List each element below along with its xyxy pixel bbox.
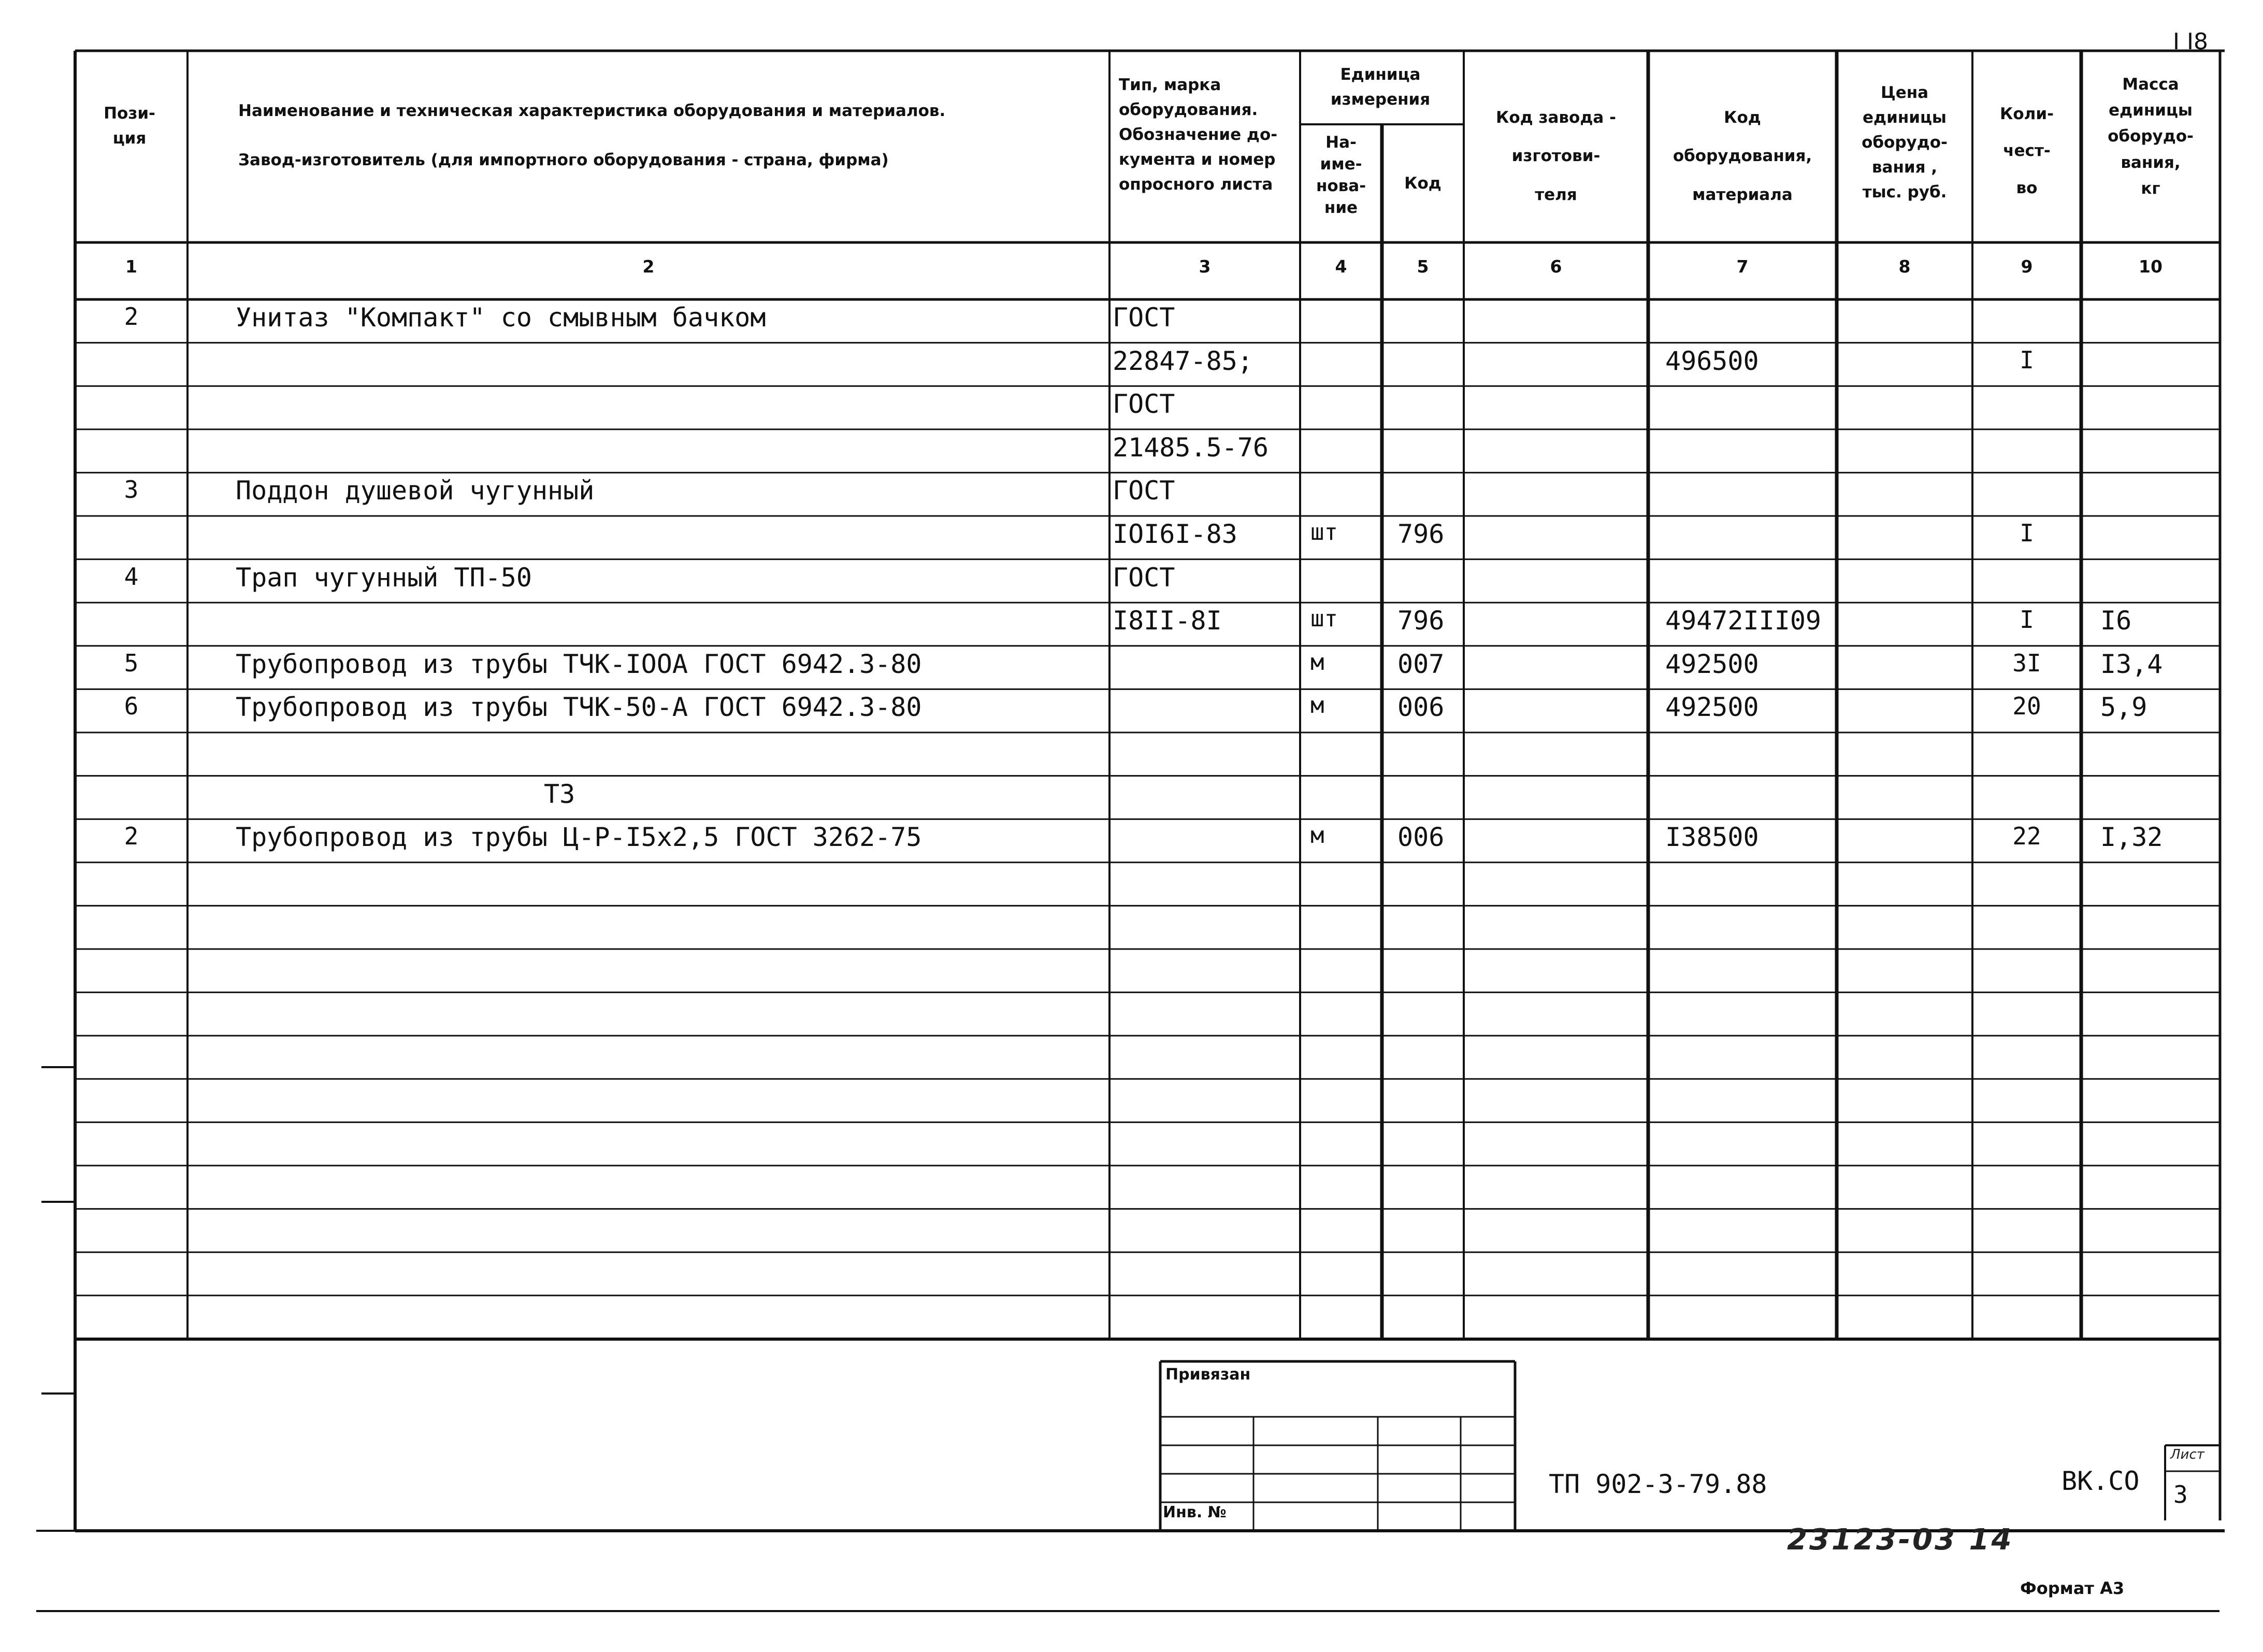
cell-type: 22847-85; bbox=[1113, 346, 1253, 376]
cell-qty: 3I bbox=[2012, 649, 2041, 677]
cell-equip: 496500 bbox=[1665, 346, 1759, 376]
cell-name: Т3 bbox=[544, 779, 575, 809]
cell-type: IOI6I-83 bbox=[1113, 519, 1237, 549]
cell-unit: шт bbox=[1310, 519, 1338, 545]
archive-stamp: 23123-03 14 bbox=[1787, 1523, 2014, 1557]
cell-name: Трубопровод из трубы Ц-Р-I5х2,5 ГОСТ 3262-75 bbox=[236, 822, 922, 853]
cell-name: Поддон душевой чугунный bbox=[236, 476, 595, 506]
cell-code: 796 bbox=[1397, 519, 1445, 549]
cell-mass: I,32 bbox=[2100, 822, 2163, 853]
format-label: Формат А3 bbox=[2020, 1578, 2125, 1598]
cell-unit: м bbox=[1310, 649, 1324, 676]
cell-qty: I bbox=[2020, 519, 2034, 547]
column-number-1: 1 bbox=[125, 256, 137, 277]
column-number-4: 4 bbox=[1335, 256, 1347, 277]
column-number-6: 6 bbox=[1550, 256, 1562, 277]
cell-qty: I bbox=[2020, 346, 2034, 374]
cell-pos: 2 bbox=[124, 822, 139, 851]
sheet-label: Лист bbox=[2170, 1447, 2204, 1462]
cell-pos: 2 bbox=[124, 303, 139, 331]
column-number-9: 9 bbox=[2021, 256, 2033, 277]
cell-type: ГОСТ bbox=[1113, 303, 1175, 333]
cell-equip: 492500 bbox=[1665, 649, 1759, 679]
cell-type: 21485.5-76 bbox=[1113, 432, 1269, 463]
column-number-8: 8 bbox=[1898, 256, 1911, 277]
cell-pos: 5 bbox=[124, 649, 139, 677]
cell-name: Унитаз "Компакт" со смывным бачком bbox=[236, 303, 766, 333]
cell-pos: 3 bbox=[124, 476, 139, 504]
sheet-corner-number: I I8 bbox=[2173, 28, 2208, 55]
document-suffix: ВК.СО bbox=[2062, 1466, 2140, 1496]
cell-code: 007 bbox=[1397, 649, 1445, 679]
header-name-line2: Завод-изготовитель (для импортного оборудования - страна, фирма) bbox=[238, 151, 889, 169]
cell-type: ГОСТ bbox=[1113, 389, 1175, 420]
cell-name: Трубопровод из трубы ТЧК-50-А ГОСТ 6942.3-80 bbox=[236, 692, 922, 723]
cell-unit: м bbox=[1310, 822, 1324, 849]
column-number-3: 3 bbox=[1199, 256, 1211, 277]
header-factory-code: Код завода - изготови- теля bbox=[1496, 108, 1616, 204]
header-price: Цена единицы оборудо- вания , тыс. руб. bbox=[1862, 83, 1948, 202]
cell-name: Трубопровод из трубы ТЧК-IOOА ГОСТ 6942.3-80 bbox=[236, 649, 922, 679]
cell-equip: 49472III09 bbox=[1665, 606, 1822, 636]
header-mass: Масса единицы оборудо- вания, кг bbox=[2108, 75, 2194, 198]
cell-mass: 5,9 bbox=[2100, 692, 2147, 723]
header-equipment-code: Код оборудования, материала bbox=[1673, 108, 1812, 204]
cell-unit: м bbox=[1310, 692, 1324, 719]
cell-qty: 20 bbox=[2012, 692, 2041, 721]
column-number-7: 7 bbox=[1736, 256, 1749, 277]
cell-equip: 492500 bbox=[1665, 692, 1759, 723]
header-position: Пози- ция bbox=[104, 104, 155, 148]
header-name-line1: Наименование и техническая характеристика оборудования и материалов. bbox=[238, 102, 946, 120]
cell-mass: I6 bbox=[2100, 606, 2132, 636]
cell-code: 796 bbox=[1397, 606, 1445, 636]
header-unit-code: Код bbox=[1404, 174, 1442, 193]
cell-type: I8II-8I bbox=[1113, 606, 1222, 636]
column-number-10: 10 bbox=[2139, 256, 2163, 277]
cell-unit: шт bbox=[1310, 606, 1338, 633]
header-type: Тип, марка оборудования. Обозначение до- кумента и номер опросного листа bbox=[1119, 76, 1278, 194]
cell-code: 006 bbox=[1397, 822, 1445, 853]
header-quantity: Коли- чест- во bbox=[2000, 105, 2054, 197]
cell-code: 006 bbox=[1397, 692, 1445, 723]
header-unit-group: Единица измерения bbox=[1330, 65, 1431, 109]
column-number-2: 2 bbox=[642, 256, 655, 277]
cell-pos: 4 bbox=[124, 562, 139, 591]
cell-qty: 22 bbox=[2012, 822, 2041, 851]
header-unit-name: На- име- нова- ние bbox=[1316, 133, 1366, 217]
document-code: ТП 902-3-79.88 bbox=[1549, 1469, 1767, 1499]
inventory-label: Инв. № bbox=[1163, 1503, 1227, 1521]
cell-pos: 6 bbox=[124, 692, 139, 721]
cell-type: ГОСТ bbox=[1113, 562, 1175, 593]
cell-name: Трап чугунный ТП-50 bbox=[236, 562, 532, 593]
cell-type: ГОСТ bbox=[1113, 476, 1175, 506]
cell-qty: I bbox=[2020, 606, 2034, 634]
column-number-5: 5 bbox=[1417, 256, 1429, 277]
cell-equip: I38500 bbox=[1665, 822, 1759, 853]
privyazan-label: Привязан bbox=[1165, 1366, 1251, 1384]
sheet-number: 3 bbox=[2173, 1481, 2188, 1509]
cell-mass: I3,4 bbox=[2100, 649, 2163, 679]
